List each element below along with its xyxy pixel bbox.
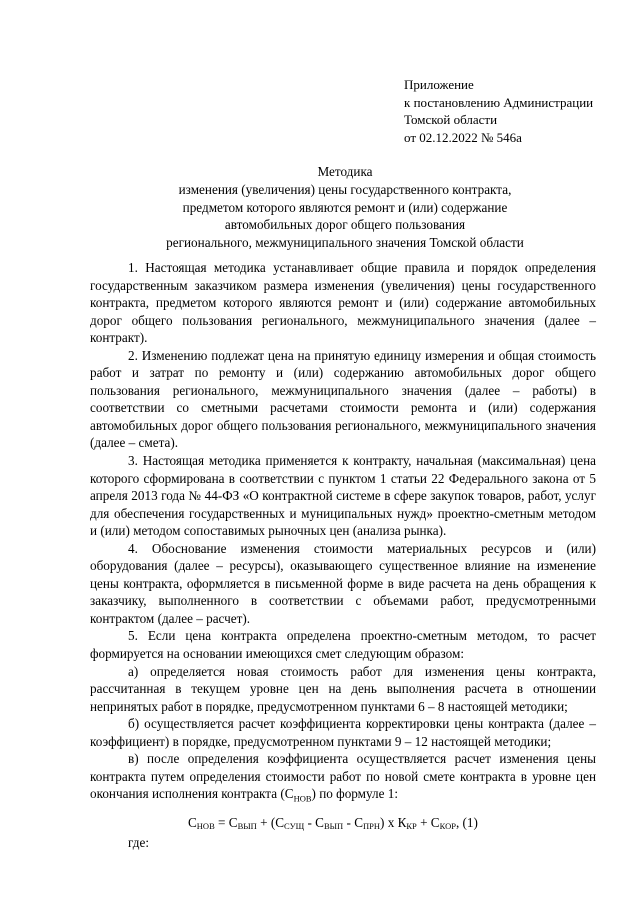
paragraph-3: 3. Настоящая методика применяется к контракту, начальная (максимальная) цена которого сформирована в соответствии с пунктом 1 статьи 22 Федерального закона от 5 апреля 2013 года № 44-ФЗ «О контрактной системе в сфере закупок товаров, работ, услуг для обеспечения государственных и муниципальных нужд» проектно-сметным методом и (или) методом сопоставимых рыночных цен (анализа рынка). <box>90 453 596 539</box>
formula-term: ) x К <box>380 815 407 830</box>
formula-term: - С <box>304 815 324 830</box>
paragraph-5b: б) осуществляется расчет коэффициента корректировки цены контракта (далее – коэффициент) в порядке, предусмотренном пунктами 9 – 12 настоящей методики; <box>90 716 596 749</box>
paragraph-5c-tail: ) по формуле 1: <box>311 786 399 802</box>
formula-subscript: КР <box>406 821 417 831</box>
document-body <box>90 259 596 809</box>
subscript-nov: НОВ <box>293 794 312 805</box>
document-title <box>90 163 600 252</box>
formula-term: + С <box>416 815 440 830</box>
appendix-line: Томской области <box>404 112 498 127</box>
formula-1 <box>188 815 478 831</box>
formula-term: , (1) <box>455 815 478 830</box>
paragraph-4: 4. Обоснование изменения стоимости материальных ресурсов и (или) оборудования (далее – ресурсы), оказывающего существенное влияние на изменение цены контракта, оформляется в письменной форме в виде расчета на день обращения к заказчику, выполненного в соответствии с объемами работ, предусмотренными контрактом (далее – расчет). <box>90 540 596 626</box>
formula-term: + (С <box>256 815 285 830</box>
formula-subscript: НОВ <box>196 821 215 831</box>
formula-subscript: ВЫП <box>237 821 257 831</box>
formula-term: С <box>188 815 197 830</box>
appendix-line: от 02.12.2022 № 546а <box>404 129 522 145</box>
formula-subscript: СУЩ <box>284 821 305 831</box>
formula-term: = С <box>214 815 238 830</box>
formula-term: - С <box>343 815 363 830</box>
paragraph-5c-text: в) после определения коэффициента осуществляется расчет изменения цены контракта путем определения стоимости работ по новой смете контракта в уровне цен окончания исполнения контракта (С <box>90 751 596 802</box>
appendix-header <box>404 76 624 146</box>
appendix-line: Приложение <box>404 77 474 92</box>
formula-subscript: КОР <box>439 821 456 831</box>
paragraph-2: 2. Изменению подлежат цена на принятую единицу измерения и общая стоимость работ и затрат по ремонту и (или) содержанию автомобильных дорог общего пользования регионального, межмуниципального значения (далее – работы) в соответствии со сметными расчетами стоимости ремонта и (или) содержания автомобильных дорог общего пользования регионального, межмуниципального значения (далее – смета). <box>90 347 596 451</box>
paragraph-5: 5. Если цена контракта определена проектно-сметным методом, то расчет формируется на основании имеющихся смет следующим образом: <box>90 628 596 662</box>
title-line: предметом которого являются ремонт и (или) содержание <box>182 199 508 215</box>
title-line: автомобильных дорог общего пользования <box>224 217 466 233</box>
title-line: изменения (увеличения) цены государственного контракта, <box>178 181 512 197</box>
paragraph-5a: а) определяется новая стоимость работ для изменения цены контракта, рассчитанная в текущем уровне цен на день выполнения расчета в отношении непринятых работ в порядке, предусмотренном пунктами 6 – 8 настоящей методики; <box>90 663 596 714</box>
formula-subscript: ПРН <box>362 821 380 831</box>
appendix-line: к постановлению Администрации <box>404 94 594 110</box>
title-line: регионального, межмуниципального значения Томской области <box>166 235 524 251</box>
paragraph-5c <box>90 750 596 808</box>
where-label: где: <box>128 835 149 850</box>
paragraph-1: 1. Настоящая методика устанавливает общие правила и порядок определения государственным заказчиком размера изменения (увеличения) цены государственного контракта, предметом которого являются ремонт и (или) содержание автомобильных дорог общего пользования регионального, межмуниципального значения (далее – контракт). <box>90 260 596 346</box>
title-line: Методика <box>317 164 373 179</box>
formula-subscript: ВЫП <box>323 821 344 831</box>
